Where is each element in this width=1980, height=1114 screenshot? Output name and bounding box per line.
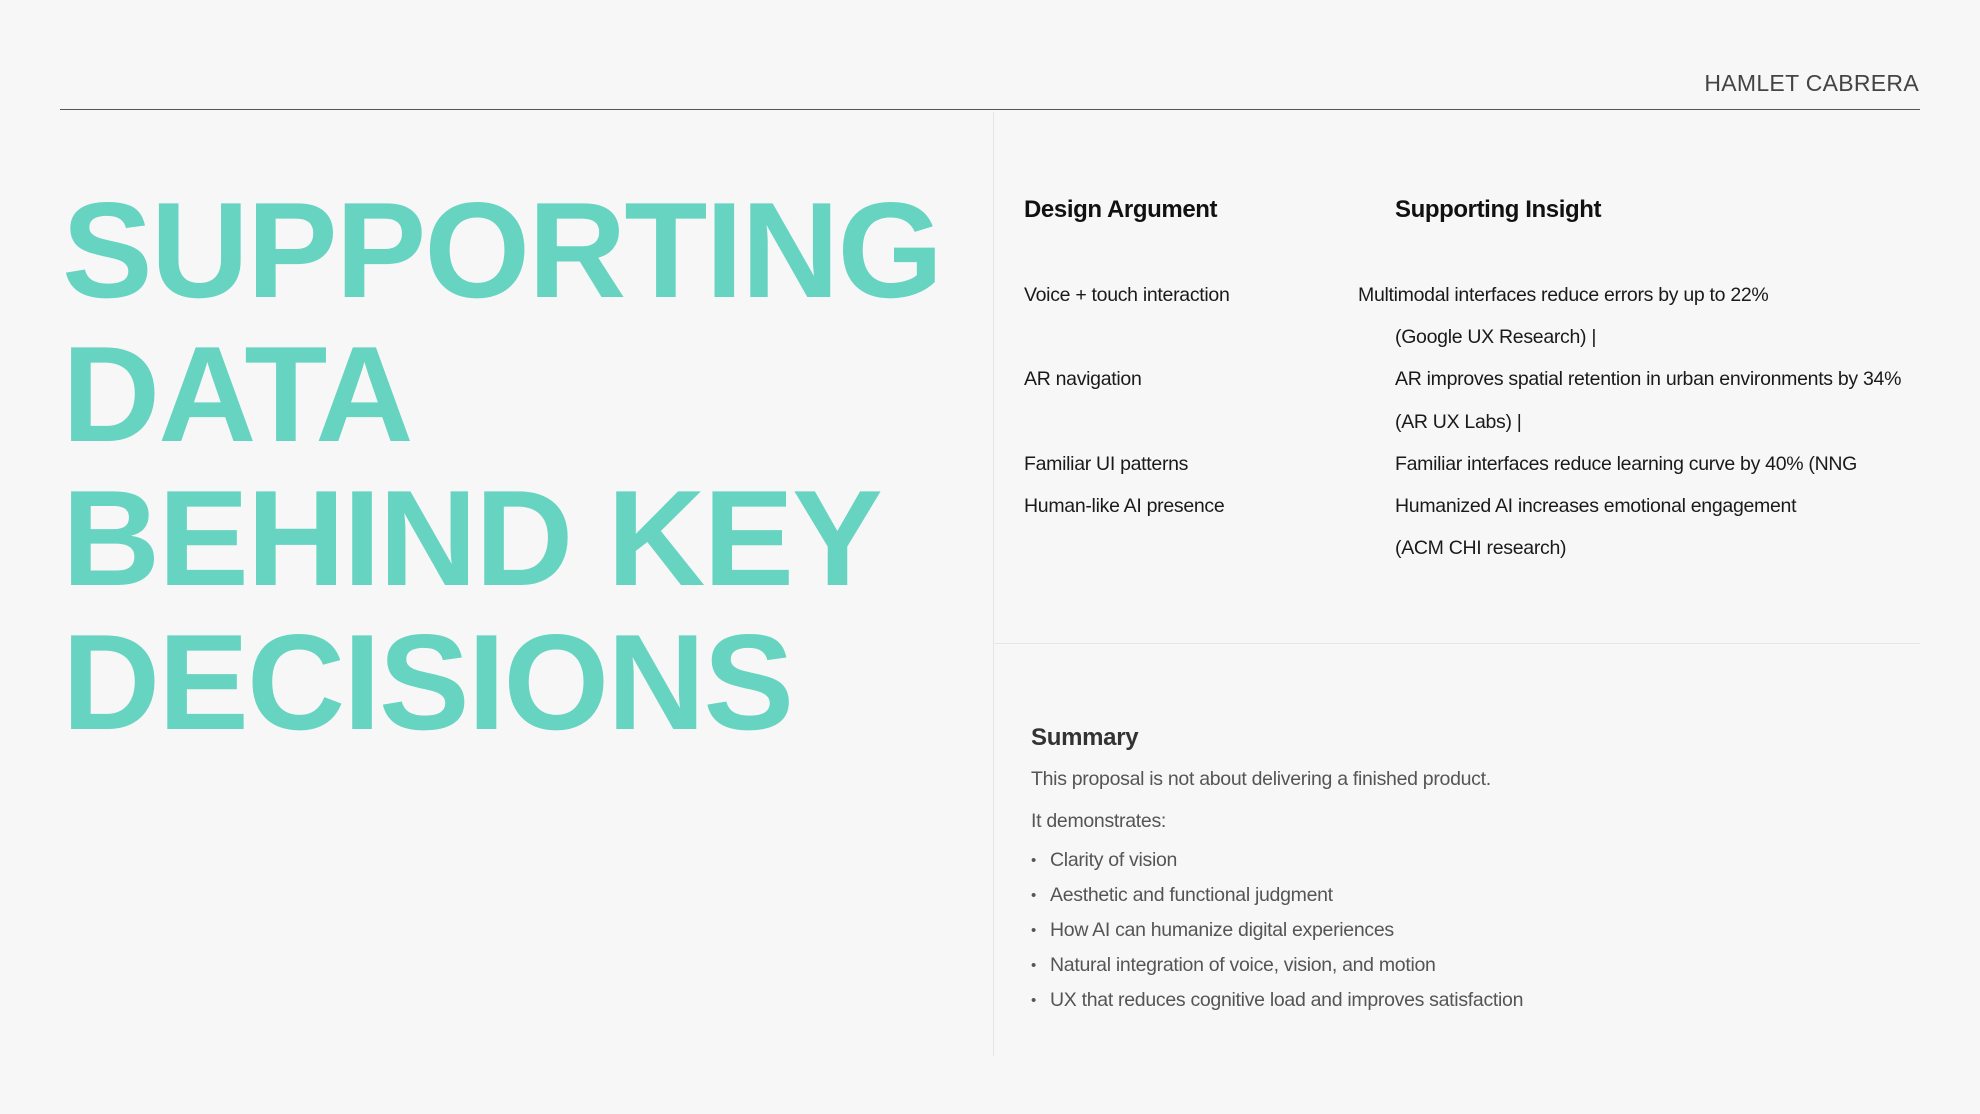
bullet-icon: • bbox=[1031, 852, 1036, 869]
list-item bbox=[1031, 843, 1523, 878]
summary-intro: This proposal is not about delivering a finished product. bbox=[1031, 768, 1491, 790]
title-line: DATA bbox=[62, 318, 412, 470]
column-header-design-argument: Design Argument bbox=[1024, 196, 1218, 223]
bullet-icon: • bbox=[1031, 887, 1036, 904]
page-title bbox=[62, 174, 942, 758]
header-divider bbox=[60, 109, 1920, 110]
bullet-icon: • bbox=[1031, 922, 1036, 939]
author-name: HAMLET CABRERA bbox=[1704, 70, 1919, 96]
insight-cell: (AR UX Labs) | bbox=[1395, 411, 1522, 433]
argument-cell: Familiar UI patterns bbox=[1024, 453, 1189, 475]
summary-list bbox=[1031, 843, 1523, 1018]
column-header-supporting-insight: Supporting Insight bbox=[1395, 196, 1602, 223]
list-item-text: How AI can humanize digital experiences bbox=[1050, 919, 1394, 941]
list-item-text: Aesthetic and functional judgment bbox=[1050, 884, 1333, 906]
summary-title: Summary bbox=[1031, 724, 1139, 751]
insight-cell: Multimodal interfaces reduce errors by up to 22% bbox=[1358, 284, 1769, 306]
list-item bbox=[1031, 913, 1523, 948]
insight-cell: Familiar interfaces reduce learning curve by 40% (NNG bbox=[1395, 453, 1858, 475]
insight-cell: Humanized AI increases emotional engagement bbox=[1395, 495, 1797, 517]
section-divider bbox=[994, 643, 1920, 644]
argument-cell: Human-like AI presence bbox=[1024, 495, 1225, 517]
list-item-text: UX that reduces cognitive load and improves satisfaction bbox=[1050, 989, 1524, 1011]
title-line: DECISIONS bbox=[62, 606, 793, 758]
insight-cell: (Google UX Research) | bbox=[1395, 326, 1597, 348]
title-line: BEHIND KEY bbox=[62, 462, 881, 614]
list-item bbox=[1031, 878, 1523, 913]
list-item bbox=[1031, 983, 1523, 1018]
insight-cell: (ACM CHI research) bbox=[1395, 537, 1567, 559]
argument-cell: Voice + touch interaction bbox=[1024, 284, 1230, 306]
list-item-text: Clarity of vision bbox=[1050, 849, 1178, 871]
insight-cell: AR improves spatial retention in urban environments by 34% bbox=[1395, 368, 1902, 390]
list-item-text: Natural integration of voice, vision, and motion bbox=[1050, 954, 1436, 976]
argument-cell: AR navigation bbox=[1024, 368, 1142, 390]
summary-lead: It demonstrates: bbox=[1031, 810, 1167, 832]
title-line: SUPPORTING bbox=[62, 174, 942, 326]
list-item bbox=[1031, 948, 1523, 983]
bullet-icon: • bbox=[1031, 957, 1036, 974]
column-divider bbox=[993, 112, 994, 1056]
bullet-icon: • bbox=[1031, 992, 1036, 1009]
